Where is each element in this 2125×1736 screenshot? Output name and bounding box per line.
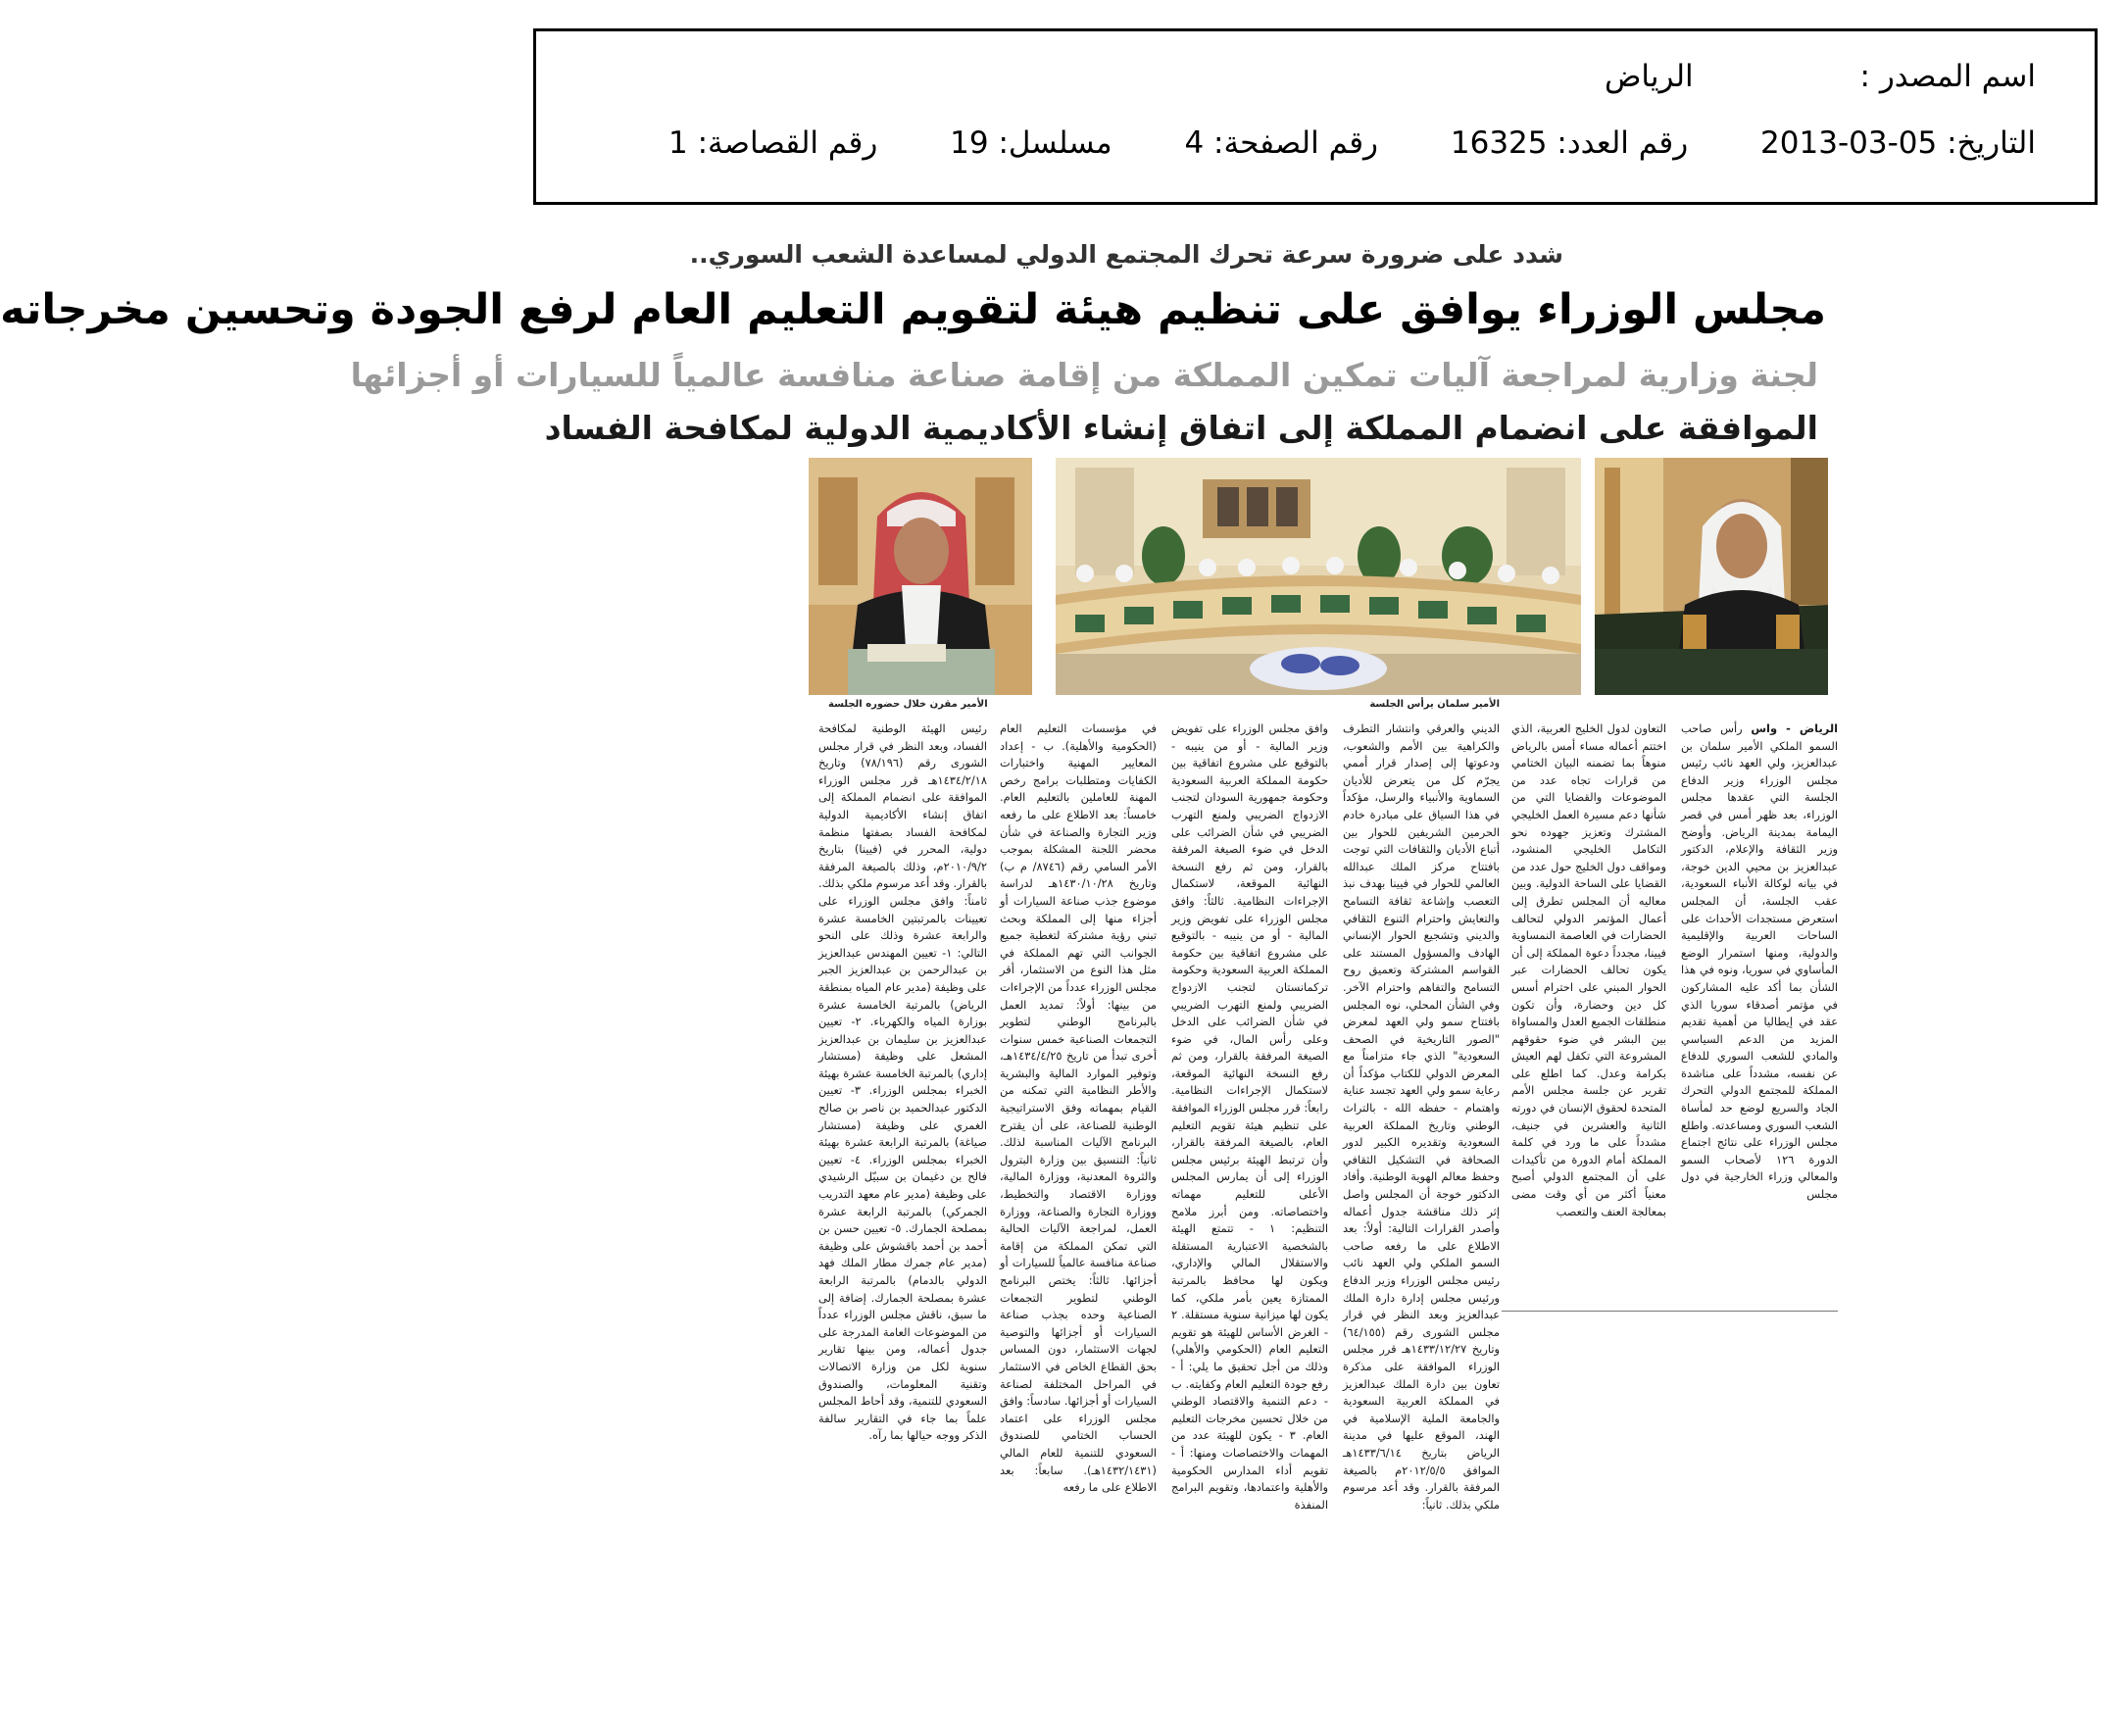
page-label: رقم الصفحة:: [1213, 125, 1379, 161]
date-value: 2013-03-05: [1760, 125, 1938, 161]
article-kicker: شدد على ضرورة سرعة تحرك المجتمع الدولي لمساعدة الشعب السوري..: [689, 240, 1563, 269]
article-column-5: [1000, 720, 1157, 1706]
metadata-row: [606, 125, 2036, 161]
serial-value: 19: [950, 125, 989, 161]
clip-value: 1: [667, 125, 688, 161]
article-column-4: [1171, 720, 1328, 1706]
date-label: التاريخ:: [1947, 125, 2036, 161]
article-column-1: [1681, 720, 1838, 1202]
article-subhead-1: لجنة وزارية لمراجعة آليات تمكين المملكة من إقامة صناعة منافسة عالمياً للسيارات أو أجزائها: [350, 356, 1818, 394]
photo-caption-left: الأمير مقرن خلال حضوره الجلسة: [828, 699, 988, 710]
source-row: [1605, 59, 2036, 94]
column-1-text: رأس صاحب السمو الملكي الأمير سلمان بن عبدالعزيز، ولي العهد نائب رئيس مجلس الوزراء وزير الدفاع الجلسة التي عقدها مجلس الوزراء، بعد ظهر أمس في قصر اليمامة بمدينة الرياض. وأوضح وزير الثقافة والإعلام، الدكتور عبدالعزيز بن محيي الدين خوجة، في بيانه لوكالة الأنباء السعودية، عقب الجلسة، أن المجلس استعرض مستجدات الأحداث على الساحات العربية والإقليمية والدولية، ومنها استمرار الوضع المأساوي في سوريا، ونوه في هذا الشأن بما أكد عليه المشاركون في مؤتمر أصدقاء سوريا الذي عقد في إيطاليا من أهمية تقديم المزيد من الدعم السياسي والمادي للشعب السوري للدفاع عن نفسه، مشدداً على مناشدة المملكة للمجتمع الدولي التحرك الجاد والسريع لوضع حد لمأساة الشعب السوري ومساعدته. واطلع مجلس الوزراء على نتائج اجتماع الدورة ١٢٦ لأصحاب السمو والمعالي وزراء الخارجية في دول مجلس: [1681, 721, 1838, 1202]
page-field: [1184, 125, 1378, 161]
issue-value: 16325: [1450, 125, 1548, 161]
column-3-text: الديني والعرقي وانتشار التطرف والكراهية بين الأمم والشعوب، ودعوتها إلى إصدار قرار أممي يجرّم كل من يتعرض للأديان السماوية والأنبياء والرسل، مؤكداً في هذا السياق على مبادرة خادم الحرمين الشريفين للحوار بين أتباع الأديان والثقافات التي توجت بافتتاح مركز الملك عبدالله العالمي للحوار في فيينا بهدف نبذ التعصب وإشاعة ثقافة التسامح والتعايش واحترام التنوع الثقافي والديني وتشجيع الحوار الإنساني الهادف والمسؤول المستند على القواسم المشتركة وتعميق روح التسامح والتفاهم واحترام الآخر. وفي الشأن المحلي، نوه المجلس بافتتاح سمو ولي العهد لمعرض "الصور التاريخية في الصحف السعودية" الذي جاء متزامناً مع المعرض الدولي للكتاب مؤكداً أن رعاية سمو ولي العهد تجسد عناية واهتمام - حفظه الله - بالتراث الوطني وتاريخ المملكة العربية السعودية وتقديره الكبير لدور الصحافة في التشكيل الثقافي وحفظ معالم الهوية الوطنية. وأفاد الدكتور خوجة أن المجلس واصل إثر ذلك مناقشة جدول أعماله وأصدر القرارات التالية: أولاً: بعد الاطلاع على ما رفعه صاحب السمو الملكي ولي العهد نائب رئيس مجلس الوزراء وزير الدفاع ورئيس مجلس إدارة دارة الملك عبدالعزيز وبعد النظر في قرار مجلس الشورى رقم (٦٤/١٥٥) وتاريخ ١٤٣٣/١٢/٢٧هـ قرر مجلس الوزراء الموافقة على مذكرة تعاون بين دارة الملك عبدالعزيز في المملكة العربية السعودية والجامعة الملية الإسلامية في الهند، الموقع عليها في مدينة الرياض بتاريخ ١٤٣٣/٦/١٤هـ الموافق ٢٠١٢/٥/٥م بالصيغة المرفقة بالقرار. وقد أعد مرسوم ملكي بذلك. ثانياً:: [1343, 721, 1500, 1512]
article-headline: مجلس الوزراء يوافق على تنظيم هيئة لتقويم التعليم العام لرفع الجودة وتحسين مخرجاته: [0, 285, 1826, 334]
column-5-text: في مؤسسات التعليم العام (الحكومية والأهلية). ب - إعداد المعايير المهنية واختبارات الكفايات ومتطلبات برامج رخص المهنة للعاملين بالتعليم العام. خامساً: بعد الاطلاع على ما رفعه وزير التجارة والصناعة في شأن محضر اللجنة المشكلة بموجب الأمر السامي رقم (٨٧٤٦/ م ب) وتاريخ ١٤٣٠/١٠/٢٨هـ لدراسة موضوع جذب صناعة السيارات أو أجزاء منها إلى المملكة وبحث تبني رؤية مشتركة لتغطية جميع الجوانب التي تهم المملكة في مثل هذا النوع من الاستثمار، أقر مجلس الوزراء عدداً من الإجراءات من بينها: أولاً: تمديد العمل بالبرنامج الوطني لتطوير التجمعات الصناعية خمس سنوات أخرى تبدأ من تاريخ ١٤٣٤/٤/٢٥هـ، وتوفير الموارد المالية والبشرية والأطر النظامية التي تمكنه من القيام بمهماته وفق الاستراتيجية الوطنية للصناعة، على أن يقترح البرنامج الآليات المناسبة لذلك. ثانياً: التنسيق بين وزارة البترول والثروة المعدنية، ووزارة المالية، ووزارة الاقتصاد والتخطيط، ووزارة التجارة والصناعة، ووزارة العمل، لمراجعة الآليات الحالية التي تمكن المملكة من إقامة صناعة منافسة عالمياً للسيارات أو أجزائها. ثالثاً: يختص البرنامج الوطني لتطوير التجمعات الصناعية وحده بجذب صناعة السيارات أو أجزائها والتوصية لجهات الاستثمار، دون المساس بحق القطاع الخاص في الاستثمار في المراحل المختلفة لصناعة السيارات أو أجزائها. سادساً: وافق مجلس الوزراء على اعتماد الحساب الختامي للصندوق السعودي للتنمية للعام المالي (١٤٣٢/١٤٣١هـ). سابعاً: بعد الاطلاع على ما رفعه: [1000, 721, 1157, 1495]
column-divider: [1502, 1311, 1838, 1312]
clip-field: [668, 125, 877, 161]
article-column-3: [1343, 720, 1500, 1706]
article-dateline: الرياض - واس: [1751, 721, 1838, 735]
photo-prince-muqrin: [809, 458, 1032, 695]
photo-caption-center: الأمير سلمان يرأس الجلسة: [1369, 699, 1500, 710]
photo-crown-prince-portrait: [1595, 458, 1828, 695]
article-subhead-2: الموافقة على انضمام المملكة إلى اتفاق إنشاء الأكاديمية الدولية لمكافحة الفساد: [544, 409, 1818, 447]
serial-field: [950, 125, 1112, 161]
column-4-text: وافق مجلس الوزراء على تفويض وزير المالية - أو من ينيبه - بالتوقيع على مشروع اتفاقية بين حكومة المملكة العربية السعودية وحكومة جمهورية السودان لتجنب الازدواج الضريبي ولمنع التهرب الضريبي في شأن الضرائب على الدخل في ضوء الصيغة المرفقة بالقرار، ومن ثم رفع النسخة النهائية الموقعة، لاستكمال الإجراءات النظامية. ثالثاً: وافق مجلس الوزراء على تفويض وزير المالية - أو من ينيبه - بالتوقيع على مشروع اتفاقية بين حكومة المملكة العربية السعودية وحكومة تركمانستان لتجنب الازدواج الضريبي ولمنع التهرب الضريبي في شأن الضرائب على الدخل وعلى رأس المال، في ضوء الصيغة المرفقة بالقرار، ومن ثم رفع النسخة النهائية الموقعة، لاستكمال الإجراءات النظامية. رابعاً: قرر مجلس الوزراء الموافقة على تنظيم هيئة تقويم التعليم العام، بالصيغة المرفقة بالقرار، وأن ترتبط الهيئة برئيس مجلس الوزراء إلى أن يمارس المجلس الأعلى للتعليم مهماته واختصاصاته. ومن أبرز ملامح التنظيم: ١ - تتمتع الهيئة بالشخصية الاعتبارية المستقلة والاستقلال المالي والإداري، ويكون لها محافظ بالمرتبة الممتازة يعين بأمر ملكي، كما يكون لها ميزانية سنوية مستقلة. ٢ - الغرض الأساس للهيئة هو تقويم التعليم العام (الحكومي والأهلي) وذلك من أجل تحقيق ما يلي: أ - رفع جودة التعليم العام وكفايته. ب - دعم التنمية والاقتصاد الوطني من خلال تحسين مخرجات التعليم العام. ٣ - يكون للهيئة عدد من المهمات والاختصاصات ومنها: أ - تقويم أداء المدارس الحكومية والأهلية واعتمادها، وتقويم البرامج المنفذة: [1171, 721, 1328, 1512]
date-field: [1760, 125, 2036, 161]
photo-cabinet-session: [1056, 458, 1581, 695]
issue-field: [1451, 125, 1688, 161]
issue-label: رقم العدد:: [1557, 125, 1689, 161]
newspaper-clipping: [0, 230, 1838, 1715]
clip-label: رقم القصاصة:: [697, 125, 878, 161]
serial-label: مسلسل:: [998, 125, 1112, 161]
source-info-box: [533, 28, 2098, 205]
article-column-6: [818, 720, 987, 1706]
page-value: 4: [1184, 125, 1205, 161]
article-column-2: [1511, 720, 1666, 1218]
column-2-text: التعاون لدول الخليج العربية، الذي اختتم أعماله مساء أمس بالرياض منوهاً بما تضمنه البيان الختامي من قرارات تجاه عدد من الموضوعات والقضايا التي من شأنها دعم مسيرة العمل الخليجي المشترك وتعزيز جهوده نحو التكامل الخليجي المنشود، ومواقف دول الخليج حول عدد من القضايا على الساحة الدولية. وبين معاليه أن المجلس تطرق إلى أعمال المؤتمر الدولي لتحالف الحضارات في العاصمة النمساوية فيينا، مجدداً دعوة المملكة إلى أن يكون تحالف الحضارات عبر الحوار المبني على احترام أسس كل دين وحضارة، وأن تكون منطلقات الجميع العدل والمساواة بين البشر في ضوء حقوقهم المشروعة التي تكفل لهم العيش بكرامة وعدل. كما اطلع على تقرير عن جلسة مجلس الأمم المتحدة لحقوق الإنسان في دورته الثانية والعشرين في جنيف، مشدداً على ما ورد في كلمة المملكة أمام الدورة من تأكيدات على أن المجتمع الدولي أصبح معنياً أكثر من أي وقت مضى بمعالجة العنف والتعصب: [1511, 721, 1666, 1218]
source-label: اسم المصدر :: [1859, 59, 2036, 94]
source-value: الرياض: [1604, 59, 1694, 94]
column-6-text: رئيس الهيئة الوطنية لمكافحة الفساد، وبعد النظر في قرار مجلس الشورى رقم (٧٨/١٩٦) وتاريخ ١٤٣٤/٢/١٨هـ قرر مجلس الوزراء الموافقة على انضمام المملكة إلى اتفاق إنشاء الأكاديمية الدولية لمكافحة الفساد بصفتها منظمة دولية، المحرر في (فيينا) بتاريخ ٢٠١٠/٩/٢م، وذلك بالصيغة المرفقة بالقرار. وقد أعد مرسوم ملكي بذلك. ثامناً: وافق مجلس الوزراء على تعيينات بالمرتبتين الخامسة عشرة والرابعة عشرة وذلك على النحو التالي: ١- تعيين المهندس عبدالعزيز بن عبدالرحمن بن عبدالعزيز الجبر على وظيفة (مدير عام المياه بمنطقة الرياض) بالمرتبة الخامسة عشرة بوزارة المياه والكهرباء. ٢- تعيين عبدالعزيز بن سليمان بن عبدالعزيز المشعل على وظيفة (مستشار إداري) بالمرتبة الخامسة عشرة بهيئة الخبراء بمجلس الوزراء. ٣- تعيين الدكتور عبدالحميد بن ناصر بن صالح الغمري على وظيفة (مستشار صياغة) بالمرتبة الرابعة عشرة بهيئة الخبراء بمجلس الوزراء. ٤- تعيين فالح بن دغيمان بن سبيّل الرشيدي على وظيفة (مدير عام معهد التدريب الجمركي) بالمرتبة الرابعة عشرة بمصلحة الجمارك. ٥- تعيين حسن بن أحمد بن أحمد باقشوش على وظيفة (مدير عام جمرك مطار الملك فهد الدولي بالدمام) بالمرتبة الرابعة عشرة بمصلحة الجمارك. إضافة إلى ما سبق، ناقش مجلس الوزراء عدداً من الموضوعات العامة المدرجة على جدول أعماله، ومن بينها تقارير سنوية لكل من وزارة الاتصالات وتقنية المعلومات، والصندوق السعودي للتنمية، وقد أحاط المجلس علماً بما جاء في التقارير سالفة الذكر ووجه حيالها بما رآه.: [818, 721, 988, 1443]
